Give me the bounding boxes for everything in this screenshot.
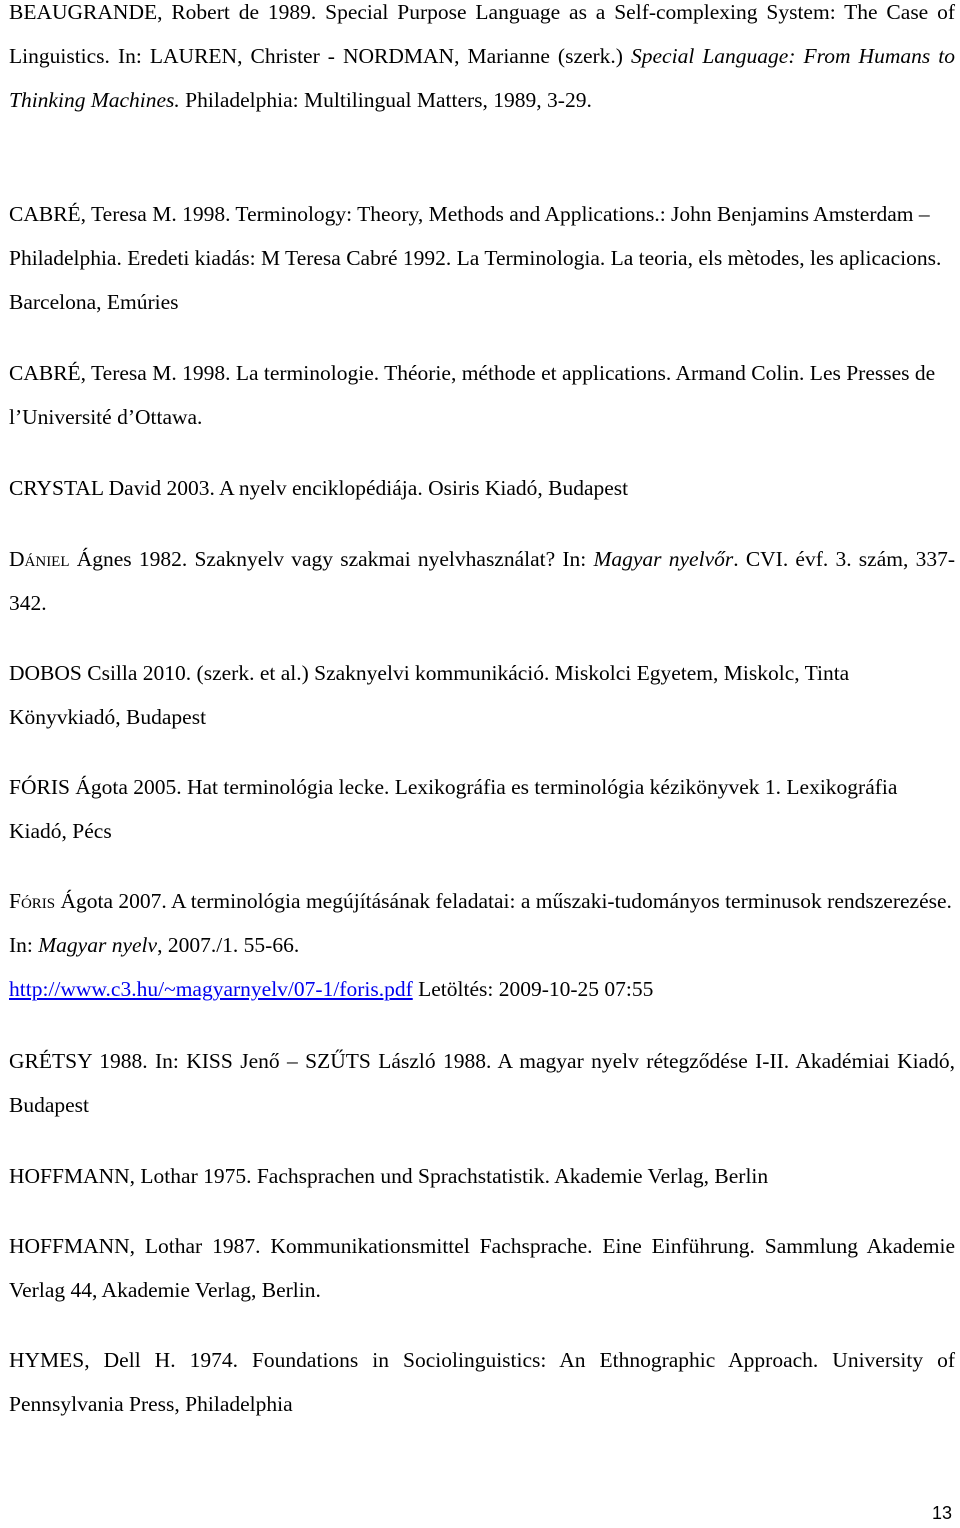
- reference-cabre-1998-terminology: [9, 192, 955, 324]
- reference-title-italic: Special Language: From Humans to Thinking Machines.: [9, 44, 955, 112]
- reference-hoffmann-1987: [9, 1224, 955, 1312]
- reference-cabre-1998-terminologie: [9, 351, 955, 439]
- reference-text: , 2007./1. 55-66.: [157, 933, 300, 957]
- reference-crystal: [9, 466, 955, 510]
- reference-text: BEAUGRANDE, Robert de 1989. Special Purpose Language as a Self-complexing System: The Case of Linguistics. In: LAUREN, Christer - NORDMAN, Marianne (szerk.): [9, 0, 955, 68]
- journal-title-italic: Magyar nyelv: [38, 933, 158, 957]
- reference-daniel: [9, 537, 955, 625]
- page-number: 13: [931, 1503, 952, 1523]
- reference-foris-2005: [9, 765, 955, 853]
- reference-text: FÓRIS Ágota 2005. Hat terminológia lecke. Lexikográfia es terminológia kézikönyvek 1. Lexikográfia Kiadó, Pécs: [9, 775, 898, 843]
- reference-text: Philadelphia: Multilingual Matters, 1989, 3-29.: [179, 88, 592, 112]
- foris-pdf-link[interactable]: http://www.c3.hu/~magyarnyelv/07-1/foris.pdf: [9, 977, 413, 1001]
- reference-text: CABRÉ, Teresa M. 1998. Terminology: Theory, Methods and Applications.: John Benjamins Amsterdam – Philadelphia. Eredeti kiadás: M Teresa Cabré 1992. La Terminologia. La teoria, els mètodes, les aplicacions. Barcelona, Emúries: [9, 202, 942, 314]
- reference-text: . CVI. évf. 3. szám, 337-342.: [9, 547, 955, 615]
- reference-gretsy: [9, 1039, 955, 1127]
- reference-text: CRYSTAL David 2003. A nyelv enciklopédiája. Osiris Kiadó, Budapest: [9, 476, 629, 500]
- reference-text: HOFFMANN, Lothar 1987. Kommunikationsmittel Fachsprache. Eine Einführung. Sammlung Akademie Verlag 44, Akademie Verlag, Berlin.: [9, 1234, 955, 1302]
- reference-hoffmann-1975: [9, 1154, 955, 1198]
- reference-text: HYMES, Dell H. 1974. Foundations in Sociolinguistics: An Ethnographic Approach. University of Pennsylvania Press, Philadelphia: [9, 1348, 955, 1416]
- journal-title-italic: Magyar nyelvőr: [593, 547, 734, 571]
- reference-foris-2007: [9, 879, 955, 1011]
- reference-text: CABRÉ, Teresa M. 1998. La terminologie. Théorie, méthode et applications. Armand Colin. Les Presses de l’Université d’Ottawa.: [9, 361, 936, 429]
- reference-hymes: [9, 1338, 955, 1426]
- reference-text: Ágota 2007. A terminológia megújításának feladatai: a műszaki-tudományos terminusok rendszerezése. In:: [9, 889, 952, 957]
- reference-text: Ágnes 1982. Szaknyelv vagy szakmai nyelvhasználat? In:: [69, 547, 594, 571]
- author-name-small-caps: Fóris: [9, 889, 56, 913]
- reference-text: DOBOS Csilla 2010. (szerk. et al.) Szaknyelvi kommunikáció. Miskolci Egyetem, Miskolc, Tinta Könyvkiadó, Budapest: [9, 661, 850, 729]
- author-name-small-caps: Dániel: [9, 547, 70, 571]
- reference-dobos: [9, 651, 955, 739]
- reference-text: Letöltés: 2009-10-25 07:55: [412, 977, 654, 1001]
- reference-beaugrande: [9, 0, 955, 122]
- reference-text: HOFFMANN, Lothar 1975. Fachsprachen und Sprachstatistik. Akademie Verlag, Berlin: [9, 1164, 769, 1188]
- reference-text: GRÉTSY 1988. In: KISS Jenő – SZŰTS László 1988. A magyar nyelv rétegződése I-II. Akadémiai Kiadó, Budapest: [9, 1049, 955, 1117]
